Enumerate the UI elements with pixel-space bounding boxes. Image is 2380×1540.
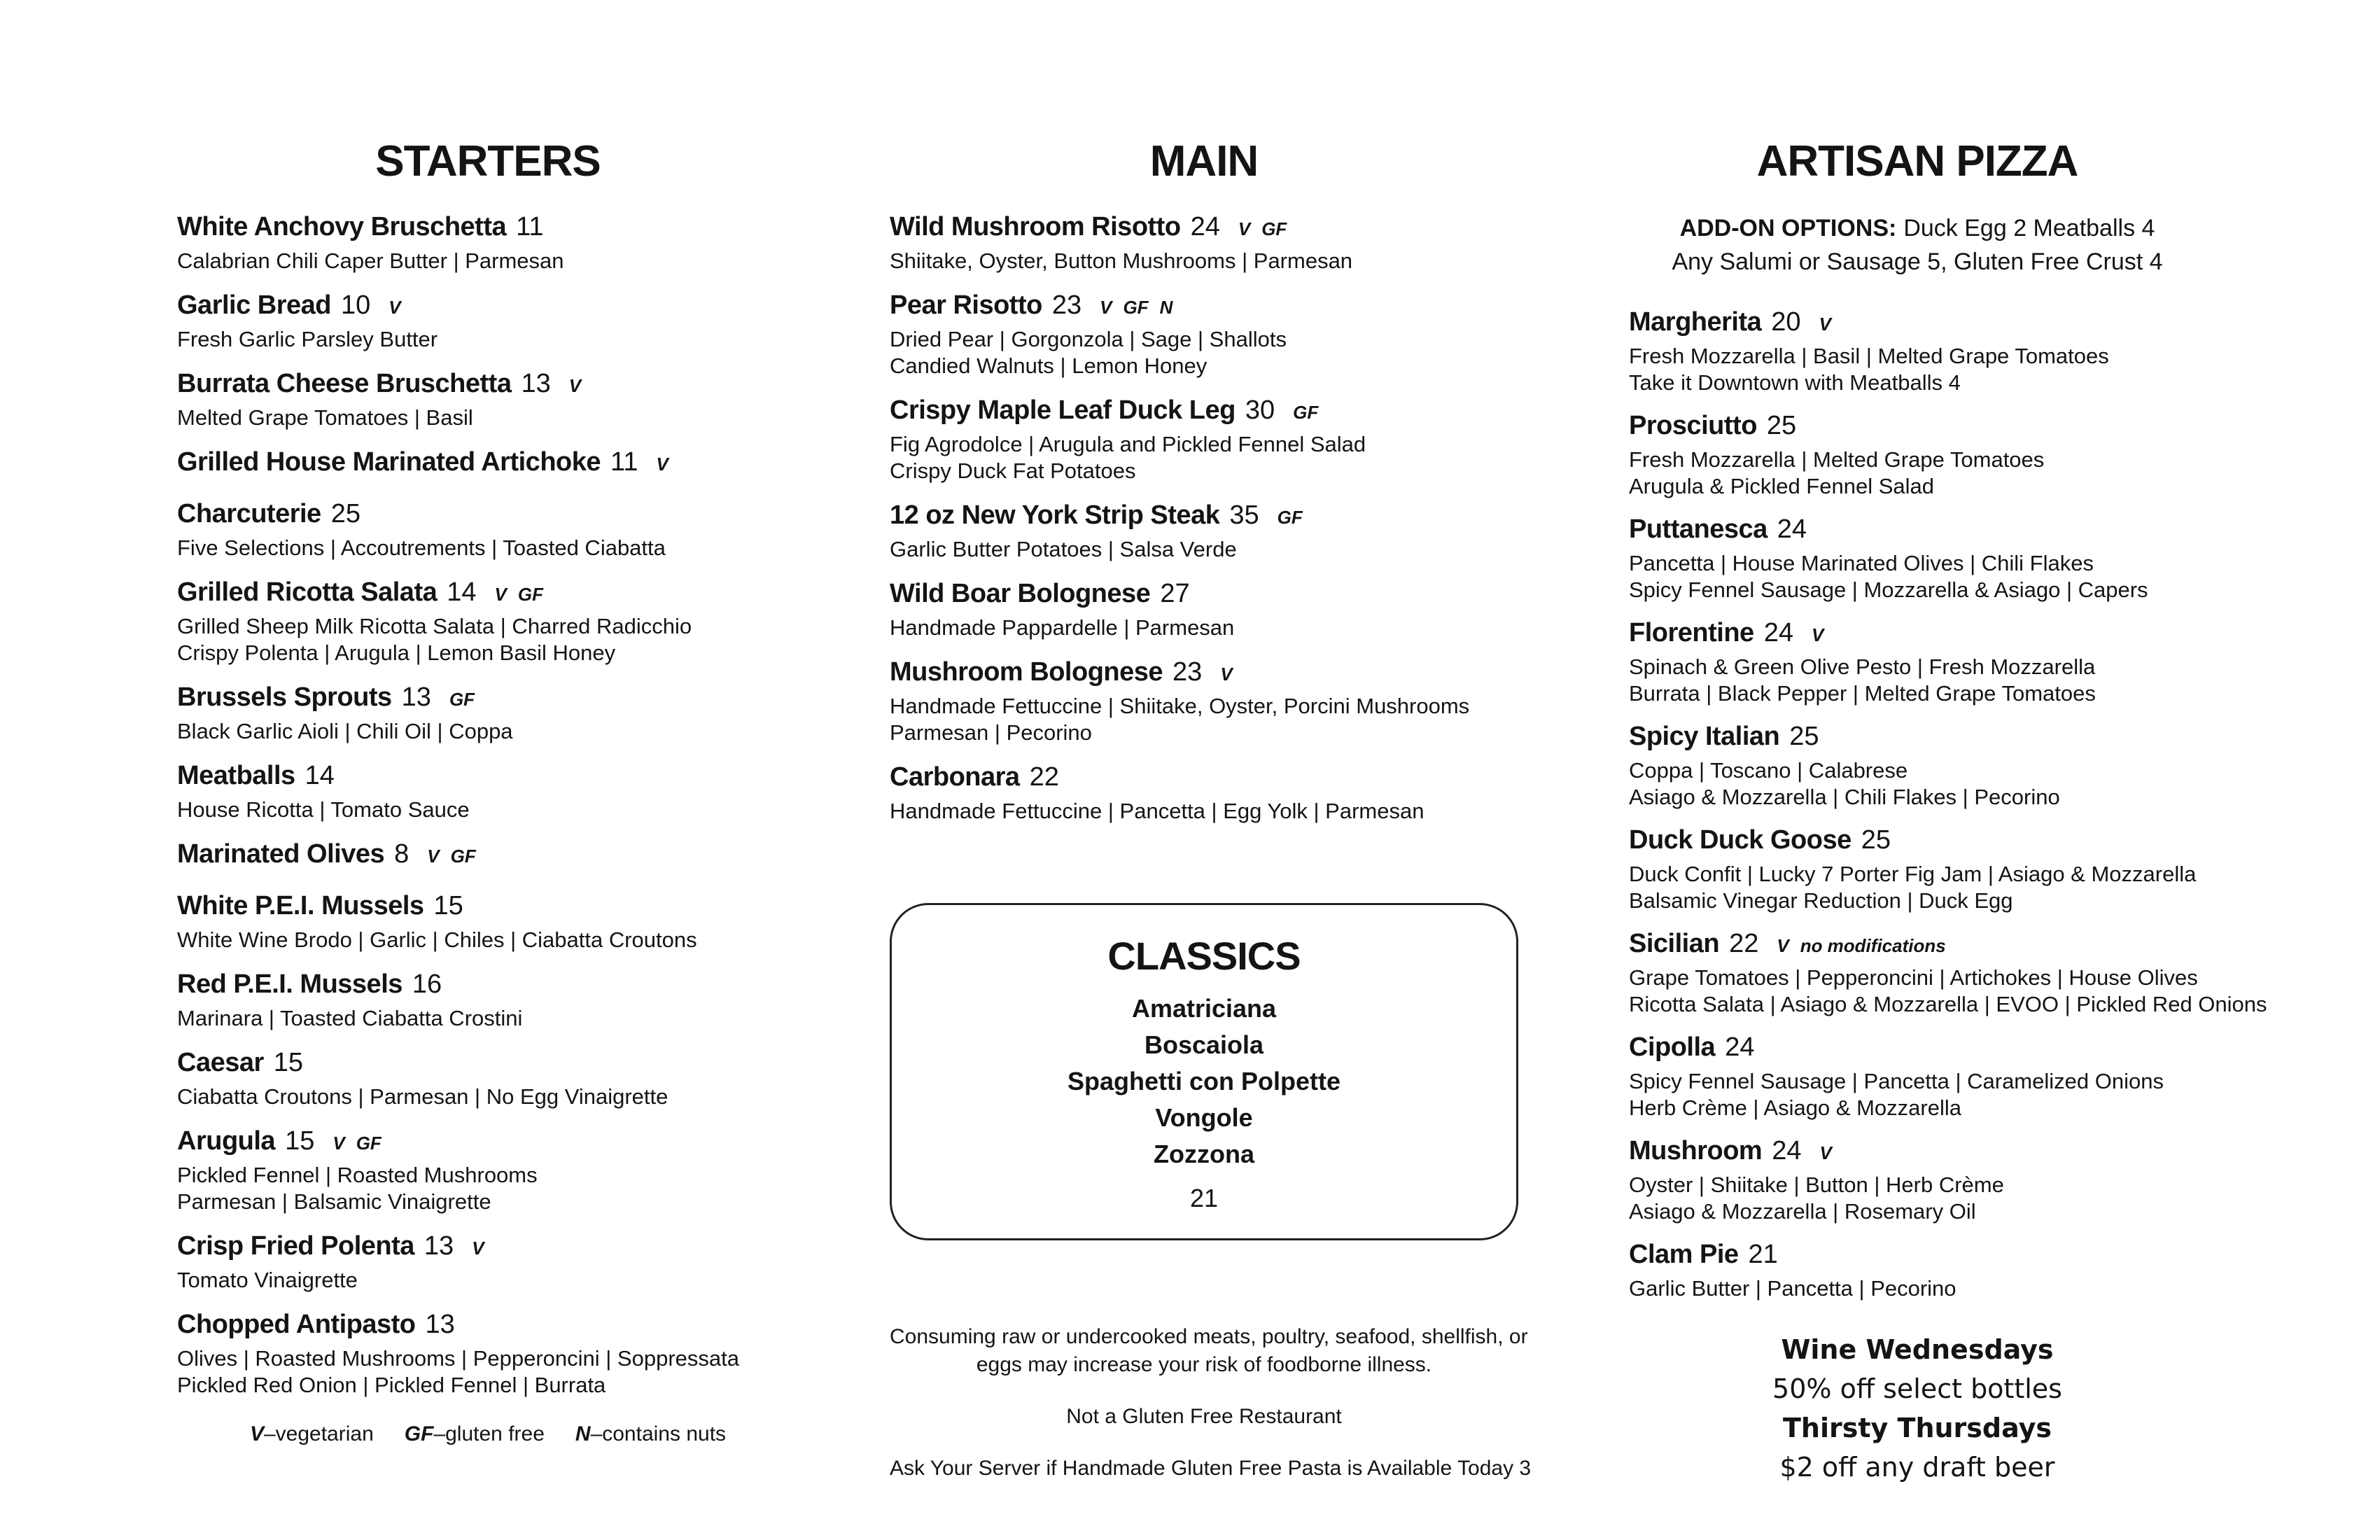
item-price: 13 (425, 1310, 455, 1339)
menu-item-header (890, 578, 1518, 615)
section-title-artisan-pizza: ARTISAN PIZZA (1756, 137, 2078, 186)
item-description: Candied Walnuts | Lemon Honey (890, 354, 1208, 378)
item-price: 24 (1772, 1136, 1802, 1166)
legend-label: –vegetarian (263, 1422, 374, 1446)
section-title-starters: STARTERS (375, 137, 601, 186)
item-description: Fresh Mozzarella | Basil | Melted Grape Tomatoes (1629, 344, 2109, 368)
classics-item-list (906, 990, 1502, 1172)
item-price: 27 (1160, 579, 1190, 608)
legend-label: –gluten free (433, 1422, 545, 1446)
item-description: Ricotta Salata | Asiago & Mozzarella | EVOO | Pickled Red Onions (1629, 992, 2267, 1016)
item-name: Crisp Fried Polenta (177, 1231, 414, 1261)
legend-entry (405, 1422, 545, 1446)
item-price: 16 (412, 969, 442, 999)
item-description: Crispy Duck Fat Potatoes (890, 458, 1136, 483)
promo-line: Thirsty Thursdays (1783, 1413, 2052, 1443)
diet-legend (177, 1422, 799, 1446)
item-description: Oyster | Shiitake | Button | Herb Crème (1629, 1172, 2004, 1197)
item-name: Chopped Antipasto (177, 1310, 416, 1339)
item-description: Olives | Roasted Mushrooms | Pepperoncini | Soppressata (177, 1346, 739, 1371)
classics-item: Amatriciana (1131, 993, 1277, 1023)
menu-item-header (177, 577, 799, 613)
menu-item (177, 969, 799, 1032)
item-price: 13 (401, 682, 431, 712)
item-description: Take it Downtown with Meatballs 4 (1629, 370, 1961, 395)
item-description: Crispy Polenta | Arugula | Lemon Basil Honey (177, 640, 616, 665)
item-description: Black Garlic Aioli | Chili Oil | Coppa (177, 719, 513, 743)
menu-item (1629, 721, 2206, 811)
item-description: Grape Tomatoes | Pepperoncini | Artichokes | House Olives (1629, 965, 2198, 990)
menu-item-header (177, 682, 799, 718)
menu-item (177, 1047, 799, 1110)
menu-item-header (177, 1126, 799, 1162)
diet-badge: V (1220, 664, 1233, 685)
item-name: Brussels Sprouts (177, 682, 392, 712)
diet-badge: GF (449, 689, 475, 710)
menu-item-header (177, 211, 799, 248)
menu-item-header (890, 500, 1518, 536)
item-name: Crispy Maple Leaf Duck Leg (890, 396, 1236, 425)
diet-badge: V (1100, 297, 1112, 318)
menu-item (177, 1309, 799, 1399)
diet-badge: V (656, 454, 668, 475)
item-price: 21 (1748, 1240, 1778, 1269)
promo-line: Wine Wednesdays (1781, 1334, 2054, 1365)
disclaimer-line: Ask Your Server if Handmade Gluten Free Pasta is Available Today 3 (890, 1456, 1532, 1480)
item-price: 15 (273, 1048, 304, 1077)
item-description: Parmesan | Pecorino (890, 720, 1092, 745)
diet-badge: N (1159, 297, 1173, 318)
item-name: Garlic Bread (177, 290, 331, 320)
item-price: 22 (1029, 762, 1059, 792)
item-description: House Ricotta | Tomato Sauce (177, 797, 470, 822)
item-description: Five Selections | Accoutrements | Toasted Ciabatta (177, 536, 666, 560)
main-item-list (890, 211, 1518, 825)
item-price: 25 (1861, 825, 1891, 855)
addon-line-1 (1629, 211, 2206, 245)
item-name: Clam Pie (1629, 1240, 1739, 1269)
diet-badge: V (1238, 218, 1251, 239)
item-name: Florentine (1629, 618, 1754, 648)
menu-item-header (1629, 825, 2206, 861)
item-price: 30 (1245, 396, 1275, 425)
item-description: Spicy Fennel Sausage | Mozzarella & Asiago | Capers (1629, 578, 2148, 602)
item-price: 25 (330, 499, 360, 528)
menu-item (1629, 307, 2206, 396)
menu-item (177, 368, 799, 431)
item-description: Handmade Fettuccine | Pancetta | Egg Yolk | Parmesan (890, 799, 1424, 823)
item-name: Duck Duck Goose (1629, 825, 1851, 855)
item-description: Grilled Sheep Milk Ricotta Salata | Charred Radicchio (177, 614, 692, 638)
item-name: Pear Risotto (890, 290, 1042, 320)
menu-item-header (177, 447, 799, 483)
menu-item (177, 498, 799, 561)
item-description: Marinara | Toasted Ciabatta Crostini (177, 1006, 523, 1030)
item-description: Handmade Fettuccine | Shiitake, Oyster, Porcini Mushrooms (890, 694, 1470, 718)
diet-badge: V (472, 1238, 484, 1259)
classics-item: Vongole (1155, 1102, 1253, 1132)
menu-item-header (890, 211, 1518, 248)
diet-badge: V (388, 297, 401, 318)
disclaimer-line: Consuming raw or undercooked meats, poultry, seafood, shellfish, or (890, 1324, 1528, 1348)
menu-item-header (1629, 928, 2206, 965)
item-description: Fig Agrodolce | Arugula and Pickled Fennel Salad (890, 432, 1366, 456)
column-artisan-pizza (1629, 137, 2267, 1487)
addon-line-2: Any Salumi or Sausage 5, Gluten Free Crust 4 (1672, 248, 2163, 275)
item-price: 11 (610, 447, 638, 477)
classics-item: Spaghetti con Polpette (1067, 1066, 1341, 1096)
item-description: Pickled Fennel | Roasted Mushrooms (177, 1163, 538, 1187)
diet-badge: GF (356, 1133, 382, 1154)
menu-item (890, 211, 1518, 274)
promo-line: 50% off select bottles (1772, 1373, 2062, 1404)
diet-badge: V (494, 584, 507, 605)
item-name: White P.E.I. Mussels (177, 891, 424, 920)
classics-item: Boscaiola (1144, 1030, 1264, 1059)
item-description: Handmade Pappardelle | Parmesan (890, 615, 1235, 640)
menu-item-header (1629, 514, 2206, 550)
item-description: Parmesan | Balsamic Vinaigrette (177, 1189, 491, 1214)
item-name: Carbonara (890, 762, 1020, 792)
menu-item (890, 290, 1518, 379)
menu-item-header (1629, 721, 2206, 757)
menu-item (890, 395, 1518, 484)
menu-item-header (890, 762, 1518, 798)
menu-item (1629, 825, 2206, 914)
item-name: Grilled Ricotta Salata (177, 578, 438, 607)
menu-item (177, 760, 799, 823)
diet-badge: V (332, 1133, 345, 1154)
menu-item-header (177, 890, 799, 927)
menu-item (1629, 410, 2206, 500)
item-name: White Anchovy Bruschetta (177, 212, 507, 241)
menu-item (177, 890, 799, 953)
item-name: Grilled House Marinated Artichoke (177, 447, 601, 477)
addon-options (1629, 211, 2206, 279)
item-name: Wild Mushroom Risotto (890, 212, 1181, 241)
menu-item (1629, 514, 2206, 603)
menu-item-header (177, 760, 799, 797)
item-description: Balsamic Vinegar Reduction | Duck Egg (1629, 888, 2013, 913)
addon-options-label: ADD-ON OPTIONS: (1679, 215, 1897, 241)
disclaimer (890, 1323, 1532, 1483)
menu-item-header (1629, 410, 2206, 447)
menu-item (1629, 1032, 2206, 1121)
item-price: 10 (341, 290, 371, 320)
item-name: Charcuterie (177, 499, 321, 528)
item-name: Margherita (1629, 307, 1762, 337)
item-name: Prosciutto (1629, 411, 1757, 440)
menu-item (890, 762, 1518, 825)
diet-badge: GF (517, 584, 543, 605)
legend-key: V (249, 1422, 264, 1446)
item-description: Pickled Red Onion | Pickled Fennel | Burrata (177, 1373, 606, 1397)
menu-item-header (890, 290, 1518, 326)
item-price: 24 (1777, 514, 1807, 544)
menu-item-header (1629, 1032, 2206, 1068)
legend-label: –contains nuts (590, 1422, 727, 1446)
diet-badge: GF (1277, 507, 1303, 528)
menu-item (177, 682, 799, 745)
item-name: Caesar (177, 1048, 264, 1077)
item-name: Arugula (177, 1126, 276, 1156)
item-description: Dried Pear | Gorgonzola | Sage | Shallots (890, 327, 1287, 351)
item-name: Marinated Olives (177, 839, 385, 869)
item-description: Spicy Fennel Sausage | Pancetta | Caramelized Onions (1629, 1069, 2164, 1093)
diet-badge: GF (1123, 297, 1149, 318)
item-description: Garlic Butter Potatoes | Salsa Verde (890, 537, 1237, 561)
item-description: Calabrian Chili Caper Butter | Parmesan (177, 248, 564, 273)
item-description: Asiago & Mozzarella | Rosemary Oil (1629, 1199, 1976, 1224)
item-price: 23 (1051, 290, 1082, 320)
item-description: Asiago & Mozzarella | Chili Flakes | Pecorino (1629, 785, 2060, 809)
diet-badge: GF (1261, 218, 1287, 239)
item-price: 24 (1725, 1032, 1755, 1062)
menu-item-header (177, 1231, 799, 1267)
menu-item-header (177, 1047, 799, 1084)
item-price: 13 (521, 369, 551, 398)
item-description: Arugula & Pickled Fennel Salad (1629, 474, 1934, 498)
classics-price: 21 (1189, 1183, 1219, 1212)
item-price: 8 (394, 839, 410, 869)
item-price: 22 (1729, 929, 1759, 958)
item-price: 11 (516, 212, 544, 241)
item-name: Cipolla (1629, 1032, 1716, 1062)
item-price: 23 (1172, 657, 1203, 687)
item-price: 24 (1190, 212, 1220, 241)
menu-item (177, 1231, 799, 1294)
diet-badge: V (1811, 624, 1824, 645)
item-name: Meatballs (177, 761, 295, 790)
item-price: 35 (1229, 500, 1259, 530)
item-description: Ciabatta Croutons | Parmesan | No Egg Vinaigrette (177, 1084, 668, 1109)
item-price: 25 (1766, 411, 1797, 440)
item-name: Mushroom Bolognese (890, 657, 1163, 687)
menu-item-header (1629, 617, 2206, 654)
item-price: 15 (433, 891, 463, 920)
item-description: Fresh Garlic Parsley Butter (177, 327, 438, 351)
menu-item-header (177, 969, 799, 1005)
menu-item (177, 1126, 799, 1215)
item-description: Shiitake, Oyster, Button Mushrooms | Parmesan (890, 248, 1353, 273)
item-price: 25 (1789, 722, 1819, 751)
item-description: Spinach & Green Olive Pesto | Fresh Mozzarella (1629, 654, 2096, 679)
disclaimer-line: eggs may increase your risk of foodborne illness. (976, 1352, 1432, 1376)
item-description: Pancetta | House Marinated Olives | Chili Flakes (1629, 551, 2094, 575)
section-title-main: MAIN (1149, 137, 1259, 186)
item-description: White Wine Brodo | Garlic | Chiles | Ciabatta Croutons (177, 927, 697, 952)
item-name: Spicy Italian (1629, 722, 1780, 751)
item-price: 14 (304, 761, 335, 790)
item-name: Mushroom (1629, 1136, 1763, 1166)
promo-line: $2 off any draft beer (1779, 1452, 2055, 1483)
diet-badge: V (427, 846, 440, 867)
item-price: 14 (447, 578, 477, 607)
menu-item (177, 211, 799, 274)
classics-title: CLASSICS (1107, 934, 1301, 978)
classics-item: Zozzona (1154, 1139, 1254, 1168)
item-price: 15 (285, 1126, 315, 1156)
item-name: Puttanesca (1629, 514, 1768, 544)
diet-badge: V (1819, 314, 1831, 335)
menu-item (1629, 1239, 2206, 1302)
item-name: 12 oz New York Strip Steak (890, 500, 1220, 530)
addon-options-values: Duck Egg 2 Meatballs 4 (1903, 215, 2155, 241)
legend-key: GF (404, 1422, 434, 1446)
diet-badge: GF (1293, 402, 1319, 423)
menu-item (1629, 1135, 2206, 1225)
legend-entry (575, 1422, 726, 1446)
menu-item-header (1629, 1135, 2206, 1172)
menu-item-header (1629, 1239, 2206, 1275)
menu-item-header (177, 498, 799, 535)
item-price: 13 (424, 1231, 454, 1261)
item-name: Sicilian (1629, 929, 1720, 958)
menu-item-header (177, 839, 799, 875)
diet-badge: V (1819, 1142, 1832, 1163)
menu-item-header (177, 1309, 799, 1345)
item-name: Burrata Cheese Bruschetta (177, 369, 512, 398)
menu-item (890, 578, 1518, 641)
menu-item-header (1629, 307, 2206, 343)
item-description: Melted Grape Tomatoes | Basil (177, 405, 473, 430)
disclaimer-line: Not a Gluten Free Restaurant (1066, 1404, 1342, 1428)
menu-item (890, 500, 1518, 563)
diet-badge: GF (450, 846, 476, 867)
menu-item (1629, 617, 2206, 707)
pizza-item-list (1629, 307, 2267, 1302)
item-note: no modifications (1800, 935, 1946, 956)
menu-item-header (177, 368, 799, 405)
classics-box (890, 903, 1518, 1240)
menu-item (1629, 928, 2267, 1018)
menu-item (177, 577, 799, 666)
item-name: Red P.E.I. Mussels (177, 969, 402, 999)
promo-block (1629, 1330, 2206, 1487)
diet-badge: V (568, 375, 582, 396)
item-description: Garlic Butter | Pancetta | Pecorino (1629, 1276, 1956, 1301)
menu-item (177, 290, 799, 353)
column-main (890, 137, 1532, 1483)
item-price: 24 (1763, 618, 1793, 648)
legend-entry (250, 1422, 374, 1446)
item-description: Burrata | Black Pepper | Melted Grape Tomatoes (1629, 681, 2096, 706)
menu-item (177, 447, 799, 483)
item-price: 20 (1771, 307, 1801, 337)
menu-item-header (890, 395, 1518, 431)
column-starters (177, 137, 799, 1446)
item-name: Wild Boar Bolognese (890, 579, 1151, 608)
item-description: Tomato Vinaigrette (177, 1268, 358, 1292)
item-description: Fresh Mozzarella | Melted Grape Tomatoes (1629, 447, 2045, 472)
menu-item (890, 657, 1518, 746)
item-description: Duck Confit | Lucky 7 Porter Fig Jam | Asiago & Mozzarella (1629, 862, 2197, 886)
legend-key: N (575, 1422, 591, 1446)
menu-item-header (177, 290, 799, 326)
menu-item-header (890, 657, 1518, 693)
item-description: Herb Crème | Asiago & Mozzarella (1629, 1096, 1961, 1120)
menu-item (177, 839, 799, 875)
item-description: Coppa | Toscano | Calabrese (1629, 758, 1908, 783)
diet-badge: V (1777, 935, 1789, 956)
starters-item-list (177, 211, 799, 1399)
